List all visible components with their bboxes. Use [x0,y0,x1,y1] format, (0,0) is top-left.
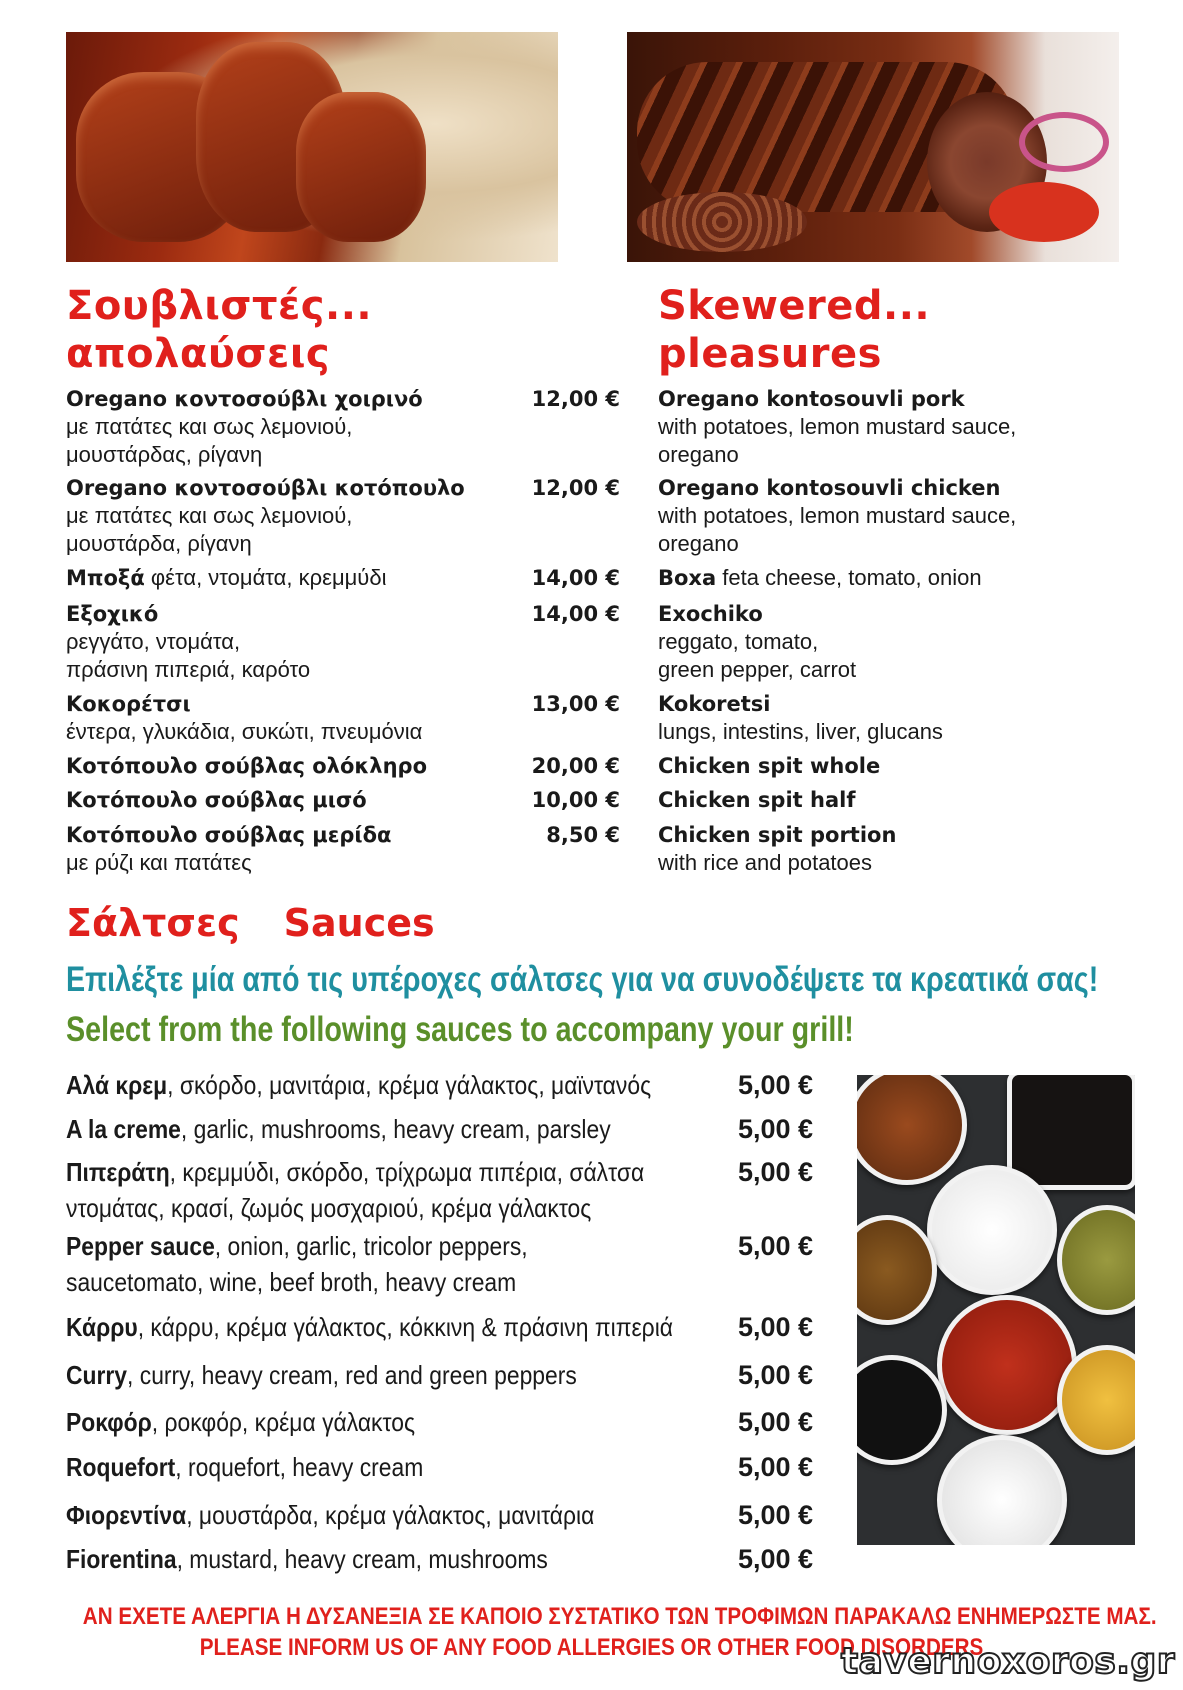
menu-item-price: 20,00 € [531,754,620,778]
menu-item-en: Chicken spit portion with rice and potatoes [658,823,897,875]
sauce-item: Κάρρυ, κάρρυ, κρέμα γάλακτος, κόκκινη & πράσινη πιπεριά [66,1312,674,1342]
sauce-item: Pepper sauce, onion, garlic, tricolor peppers, saucetomato, wine, beef broth, heavy cream [66,1231,528,1297]
kontosouvli-photo-right [627,32,1119,262]
sauce-price: 5,00 € [738,1114,814,1144]
menu-item-en: Oregano kontosouvli chicken with potatoes, lemon mustard sauce, oregano [658,476,1017,556]
sauce-price: 5,00 € [738,1231,814,1261]
menu-item-gr: Oregano κοντοσούβλι κοτόπουλο με πατάτες και σως λεμονιού, μουστάρδα, ρίγανη [66,476,465,556]
sauce-price: 5,00 € [738,1452,814,1482]
greek-heading: Σουβλιστές... απολαύσεις [66,283,373,377]
sauces-tagline-english: Select from the following sauces to accompany your grill! [66,1010,854,1049]
sauce-price: 5,00 € [738,1070,814,1100]
skewer-photo-left [66,32,558,262]
menu-item-gr: Κοτόπουλο σούβλας μερίδα με ρύζι και πατάτες [66,823,392,875]
sauces-tagline-greek: Επιλέξτε μία από τις υπέροχες σάλτσες για να συνοδέψετε τα κρεατικά σας! [66,960,1099,999]
menu-item-en: Boxa feta cheese, tomato, onion [658,565,982,590]
menu-item-price: 13,00 € [531,692,620,716]
sauce-item: Ροκφόρ, ροκφόρ, κρέμα γάλακτος [66,1407,415,1437]
menu-item-en: Oregano kontosouvli pork with potatoes, lemon mustard sauce, oregano [658,387,1017,467]
sauce-item: Roquefort, roquefort, heavy cream [66,1452,424,1482]
menu-item-gr: Κοκορέτσι έντερα, γλυκάδια, συκώτι, πνευμόνια [66,692,423,744]
menu-item-gr: Μποξά φέτα, ντομάτα, κρεμμύδι [66,565,387,590]
menu-item-en: Chicken spit half [658,788,856,812]
allergy-notice-greek: ΑΝ ΕΧΕΤΕ ΑΛΕΡΓΙΑ Η ΔΥΣΑΝΕΞΙΑ ΣΕ ΚΑΠΟΙΟ ΣΥΣΤΑΤΙΚΟ ΤΩΝ ΤΡΟΦΙΜΩΝ ΠΑΡΑΚΑΛΩ ΕΝΗΜΕΡΩΣΤΕ ΜΑΣ. [82,1603,1157,1630]
sauce-price: 5,00 € [738,1500,814,1530]
menu-item-gr: Εξοχικό ρεγγάτο, ντομάτα, πράσινη πιπεριά, καρότο [66,602,311,682]
menu-item-price: 12,00 € [531,476,620,500]
menu-item-gr: Κοτόπουλο σούβλας μισό [66,788,367,812]
sauce-item: Αλά κρεμ, σκόρδο, μανιτάρια, κρέμα γάλακτος, μαϊντανός [66,1070,652,1100]
allergy-notice-english: PLEASE INFORM US OF ANY FOOD ALLERGIES OR OTHER FOOD DISORDERS [199,1634,984,1661]
sauce-item: Φιορεντίνα, μουστάρδα, κρέμα γάλακτος, μανιτάρια [66,1500,595,1530]
menu-item-price: 8,50 € [546,823,620,847]
menu-item-price: 14,00 € [531,566,620,590]
menu-item-en: Chicken spit whole [658,754,881,778]
sauce-price: 5,00 € [738,1312,814,1342]
sauce-price: 5,00 € [738,1544,814,1574]
english-heading: Skewered... pleasures [658,283,931,377]
sauce-item: A la creme, garlic, mushrooms, heavy cream, parsley [66,1114,611,1144]
sauce-item: Fiorentina, mustard, heavy cream, mushrooms [66,1544,548,1574]
sauce-price: 5,00 € [738,1407,814,1437]
menu-item-price: 14,00 € [531,602,620,626]
menu-item-price: 10,00 € [531,788,620,812]
menu-item-gr: Κοτόπουλο σούβλας ολόκληρο [66,754,428,778]
sauce-item: Πιπεράτη, κρεμμύδι, σκόρδο, τρίχρωμα πιπέρια, σάλτσα ντομάτας, κρασί, ζωμός μοσχαριού, κρέμα γάλακτος [66,1157,645,1223]
menu-item-gr: Oregano κοντοσούβλι χοιρινό με πατάτες και σως λεμονιού, μουστάρδας, ρίγανη [66,387,423,467]
sauce-item: Curry, curry, heavy cream, red and green peppers [66,1360,577,1390]
watermark: tavernoxoros.gr [840,1641,1175,1682]
sauce-price: 5,00 € [738,1157,814,1187]
sauces-heading: Σάλτσες Sauces [66,901,435,945]
menu-item-price: 12,00 € [531,387,620,411]
sauces-photo [857,1075,1135,1545]
menu-item-en: Exochiko reggato, tomato, green pepper, carrot [658,602,857,682]
menu-item-en: Kokoretsi lungs, intestins, liver, glucans [658,692,943,744]
sauce-price: 5,00 € [738,1360,814,1390]
